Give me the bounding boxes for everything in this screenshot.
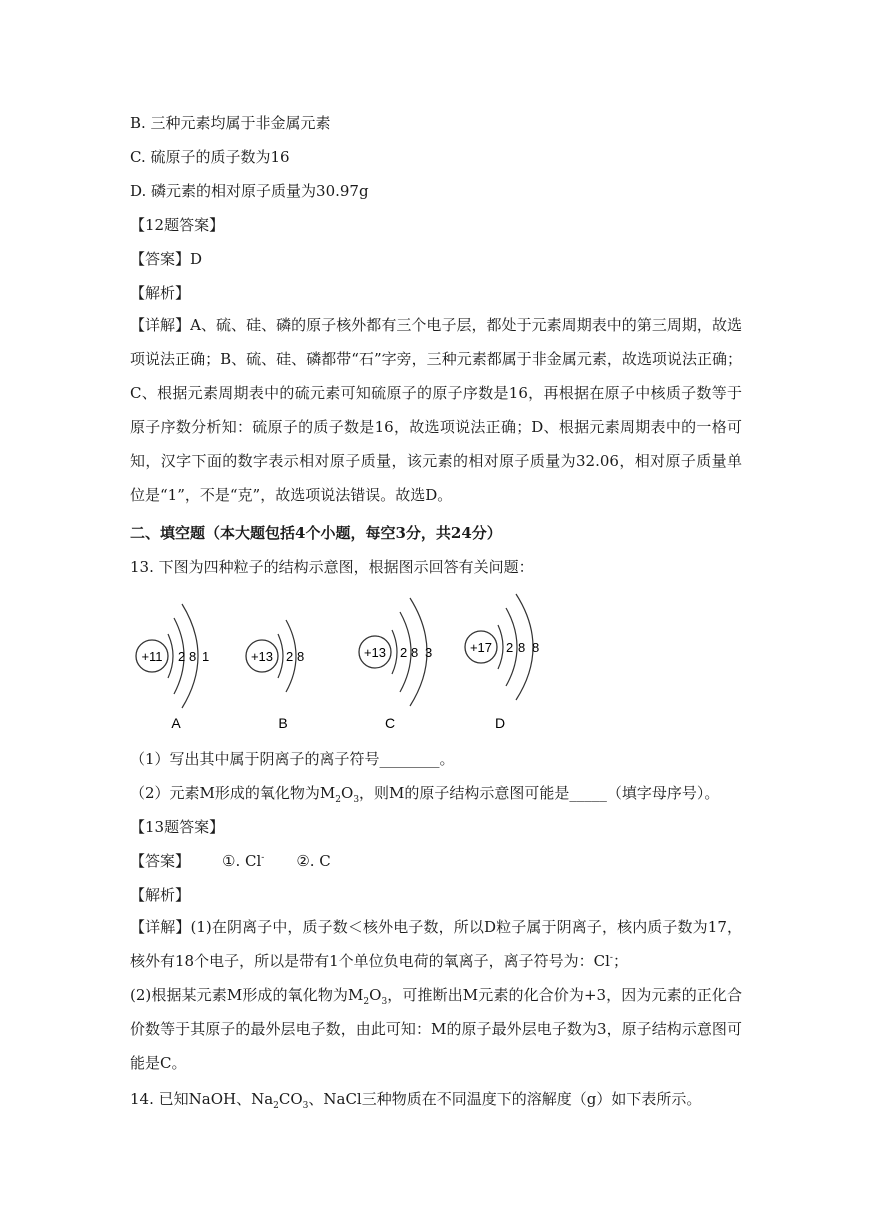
particle-letter: D: [494, 715, 506, 731]
shell-label: 3: [425, 645, 433, 660]
particle-letter: A: [171, 715, 181, 731]
shell-label: 2: [506, 640, 514, 655]
q13-analysis-label: 【解析】: [130, 886, 191, 904]
q13-detail-2: (2)根据某元素M形成的氧化物为$M_2O_3$，可推断出M元素的化合价为+3，因为元素的正化合价数等于其原子的最外层电子数，由此可知：M的原子最外层电子数为3，原子结构示意图可能是C。: [130, 986, 743, 1072]
particle-letter: B: [278, 715, 288, 731]
shell-label: 8: [297, 649, 305, 664]
q12-analysis-label: 【解析】: [130, 284, 191, 302]
particle-letter: C: [384, 715, 396, 731]
q14-stem: 14. 已知NaOH、$Na_2CO_3$、NaCl三种物质在不同温度下的溶解度（g）如下表所示。: [130, 1090, 702, 1111]
particle-b: [246, 620, 304, 731]
nucleus-label: +13: [363, 645, 387, 660]
shell-label: 8: [411, 645, 419, 660]
q13-sub1: （1）写出其中属于阴离子的离子符号________。: [130, 750, 455, 768]
q13-answer-header: 【13题答案】: [130, 818, 225, 836]
shell-label: 2: [286, 649, 294, 664]
shell-label: 2: [178, 649, 186, 664]
q12-answer: 【答案】D: [130, 250, 203, 268]
option-c: C. 硫原子的质子数为16: [130, 148, 290, 166]
particle-a: [136, 604, 209, 731]
shell-label: 8: [518, 640, 526, 655]
q13-stem: 13. 下图为四种粒子的结构示意图，根据图示回答有关问题：: [130, 558, 534, 576]
nucleus-label: +17: [469, 640, 493, 655]
q13-answer: 【答案】 ①. Cl- ②. C: [130, 852, 331, 870]
q13-detail-1: 【详解】(1)在阴离子中，质子数＜核外电子数，所以D粒子属于阴离子，核内质子数为17，核外有18个电子，所以是带有1个单位负电荷的氧离子，离子符号为：Cl-；: [130, 918, 742, 970]
shell-label: 2: [400, 645, 408, 660]
option-d: D. 磷元素的相对原子质量为30.97g: [130, 182, 369, 200]
nucleus-label: +11: [141, 649, 163, 664]
shell-label: 8: [189, 649, 197, 664]
section-heading: 二、填空题（本大题包括4个小题，每空3分，共24分）: [130, 524, 502, 542]
shell-label: 8: [532, 640, 540, 655]
option-b: B. 三种元素均属于非金属元素: [130, 114, 331, 132]
nucleus-label: +13: [250, 649, 274, 664]
q12-detail: 【详解】A、硫、硅、磷的原子核外都有三个电子层，都处于元素周期表中的第三周期，故选项说法正确；B、硫、硅、磷都带“石”字旁，三种元素都属于非金属元素，故选项说法正确；C、根据元素周期表中的硫元素可知硫原子的原子序数是16，再根据在原子中核质子数等于原子序数分析知：硫原子的质子数是16，故选项说法正确；D、根据元素周期表中的一格可知，汉字下面的数字表示相对原子质量，该元素的相对原子质量为32.06，相对原子质量单位是“1”，不是“克”，故选项说法错误。故选D。: [130, 316, 742, 504]
shell-label: 1: [202, 649, 210, 664]
q13-sub2: （2）元素M形成的氧化物为$M_2O_3$，则M的原子结构示意图可能是_____（填字母序号）。: [130, 784, 720, 805]
particle-d: [465, 594, 539, 731]
q12-answer-header: 【12题答案】: [130, 216, 225, 234]
particle-c: [359, 598, 432, 731]
atomic-structure-diagram: [130, 590, 550, 740]
